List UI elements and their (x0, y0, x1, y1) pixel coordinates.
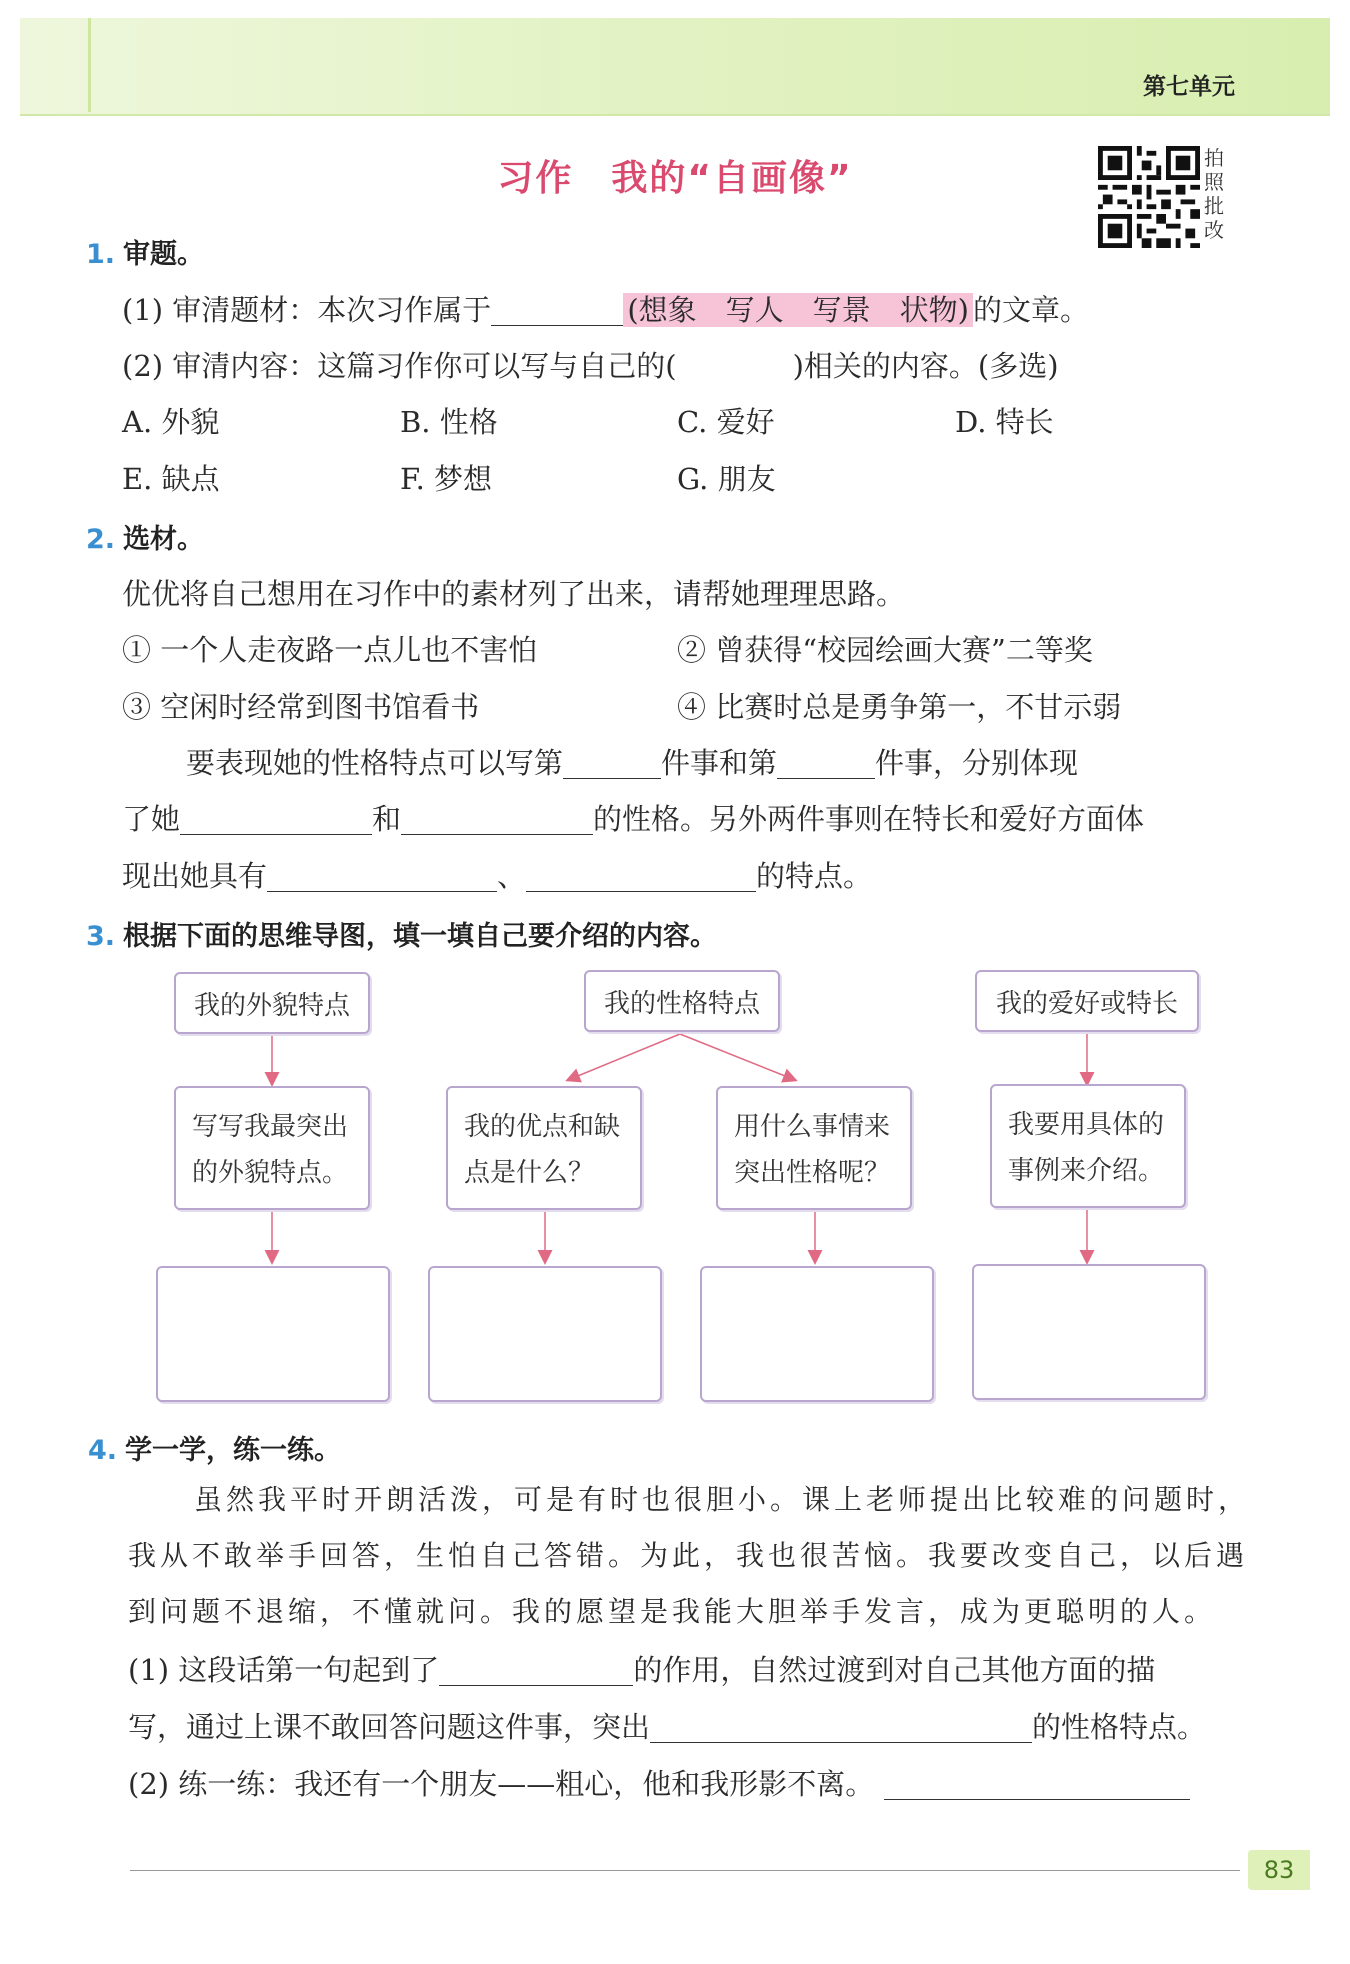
section-4-heading (88, 1428, 341, 1467)
unit-label: 第七单元 (1143, 74, 1235, 100)
q2-text: 、 (497, 859, 527, 893)
q4-text: (2) 练一练：我还有一个朋友——粗心，他和我形影不离。 (128, 1767, 875, 1801)
question-text: 写写我最突出 (192, 1112, 349, 1142)
question-text: 事例来介绍。 (1008, 1156, 1165, 1186)
q4-part1-line1 (128, 1648, 1155, 1689)
header-band (20, 18, 1330, 116)
q1-part1-end: 的文章。 (972, 293, 1089, 327)
answer-blank[interactable] (563, 748, 661, 779)
q2-text: 了她 (122, 802, 181, 836)
qr-label (1204, 146, 1230, 242)
q2-item-1: ① 一个人走夜路一点儿也不害怕 (122, 633, 538, 667)
section-2-heading (86, 517, 204, 556)
q2-text: 件事和第 (661, 746, 778, 780)
q4-text: (1) 这段话第一句起到了 (128, 1653, 440, 1687)
answer-blank[interactable] (650, 1712, 1032, 1743)
option-a[interactable]: A. 外貌 (122, 405, 220, 439)
mindmap-personality-box: 我的性格特点 (584, 970, 780, 1032)
answer-blank[interactable] (777, 748, 875, 779)
answer-blank[interactable] (526, 861, 756, 892)
option-f[interactable]: F. 梦想 (400, 462, 493, 496)
answer-blank[interactable] (267, 861, 497, 892)
mindmap-question-box (446, 1086, 642, 1210)
question-text: 我的优点和缺 (464, 1112, 621, 1142)
q2-sentence-line2 (122, 797, 1144, 838)
q2-text: 件事，分别体现 (875, 746, 1079, 780)
qr-code-icon[interactable] (1098, 146, 1200, 248)
option-c[interactable]: C. 爱好 (677, 405, 775, 439)
q4-part2 (128, 1762, 1190, 1803)
passage-line: 到问题不退缩，不懂就问。我的愿望是我能大胆举手发言，成为更聪明的人。 (128, 1595, 1217, 1628)
question-text: 的外貌特点。 (192, 1158, 349, 1188)
qr-label-char: 拍 (1204, 146, 1224, 170)
mindmap-answer-box[interactable] (972, 1264, 1206, 1400)
answer-blank[interactable] (491, 295, 623, 326)
header-edge (88, 18, 91, 112)
question-text: 用什么事情来 (734, 1112, 891, 1142)
q2-text: 的性格。另外两件事则在特长和爱好方面体 (593, 802, 1145, 836)
mindmap-answer-box[interactable] (428, 1266, 662, 1402)
q2-intro: 优优将自己想用在习作中的素材列了出来，请帮她理理思路。 (122, 577, 906, 611)
q1-options: 想象 写人 写景 状物 (638, 293, 958, 327)
q2-item-2: ② 曾获得“校园绘画大赛”二等奖 (677, 633, 1093, 667)
section-title: 根据下面的思维导图，填一填自己要介绍的内容。 (123, 921, 718, 952)
section-title: 学一学，练一练。 (125, 1435, 342, 1466)
footer-rule (130, 1870, 1240, 1871)
q4-text: 的作用，自然过渡到对自己其他方面的描 (633, 1653, 1156, 1687)
page-title: 习作 我的“自画像” (497, 158, 853, 199)
option-g[interactable]: G. 朋友 (677, 462, 776, 496)
section-number: 1. (86, 239, 116, 270)
section-1-heading (86, 232, 204, 271)
qr-label-char: 批 (1204, 194, 1224, 218)
q2-sentence-line3 (122, 854, 872, 895)
section-3-heading (86, 914, 717, 953)
mindmap-answer-box[interactable] (156, 1266, 390, 1402)
answer-blank[interactable] (180, 804, 372, 835)
q2-text: 现出她具有 (122, 859, 268, 893)
question-text: 点是什么？ (464, 1158, 595, 1188)
arrow (568, 1034, 680, 1080)
section-title: 选材。 (123, 524, 205, 555)
option-e[interactable]: E. 缺点 (122, 462, 220, 496)
qr-label-char: 改 (1204, 218, 1224, 242)
section-title: 审题。 (123, 239, 205, 270)
q2-text: 要表现她的性格特点可以写第 (186, 746, 564, 780)
answer-blank[interactable] (884, 1769, 1190, 1800)
page-number: 83 (1248, 1850, 1310, 1890)
section-number: 3. (86, 921, 116, 952)
q1-part1-text: (1) 审清题材：本次习作属于 (122, 293, 492, 327)
mindmap-appearance-box: 我的外貌特点 (174, 972, 370, 1034)
passage-line: 虽然我平时开朗活泼，可是有时也很胆小。课上老师提出比较难的问题时， (194, 1483, 1251, 1516)
option-d[interactable]: D. 特长 (955, 405, 1054, 439)
answer-blank[interactable] (439, 1655, 633, 1686)
option-b[interactable]: B. 性格 (400, 405, 498, 439)
section-number: 4. (88, 1435, 118, 1466)
mindmap-answer-box[interactable] (700, 1266, 934, 1402)
question-text: 我要用具体的 (1008, 1110, 1165, 1140)
q4-part1-line2 (128, 1705, 1206, 1746)
q2-text: 的特点。 (756, 859, 873, 893)
mindmap-hobby-box: 我的爱好或特长 (975, 970, 1199, 1032)
q1-part2: (2) 审清内容：这篇习作你可以写与自己的( )相关的内容。(多选) (122, 349, 1059, 383)
q4-text: 的性格特点。 (1032, 1710, 1207, 1744)
q2-item-4: ④ 比赛时总是勇争第一，不甘示弱 (677, 690, 1122, 724)
mindmap-question-box (174, 1086, 370, 1210)
q4-text: 写，通过上课不敢回答问题这件事，突出 (128, 1710, 651, 1744)
mindmap-question-box (990, 1084, 1186, 1208)
qr-label-char: 照 (1204, 170, 1224, 194)
arrow (680, 1034, 795, 1080)
question-text: 突出性格呢？ (734, 1158, 891, 1188)
mindmap-question-box (716, 1086, 912, 1210)
section-number: 2. (86, 524, 116, 555)
q1-options-highlight: (想象 写人 写景 状物) (623, 293, 973, 327)
q2-text: 和 (372, 802, 402, 836)
passage-line: 我从不敢举手回答，生怕自己答错。为此，我也很苦恼。我要改变自己，以后遇 (128, 1539, 1249, 1572)
q2-sentence-line1 (186, 741, 1078, 782)
answer-blank[interactable] (401, 804, 593, 835)
q2-item-3: ③ 空闲时经常到图书馆看书 (122, 690, 480, 724)
q1-part1 (122, 288, 1089, 329)
